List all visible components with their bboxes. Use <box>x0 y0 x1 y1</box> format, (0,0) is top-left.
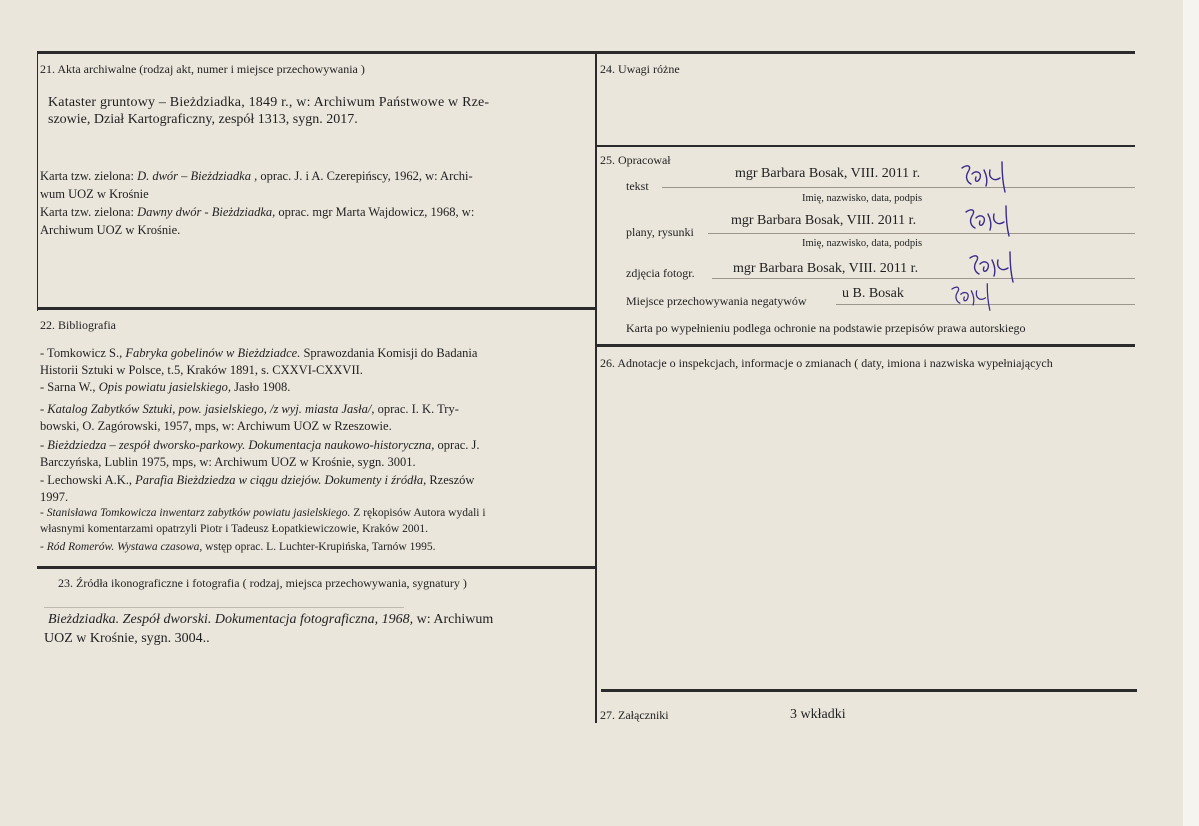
karta-zielona-2-post: , oprac. mgr Marta Wajdowicz, 1968, w: <box>272 205 475 219</box>
karta-zielona-2 <box>40 204 474 221</box>
bib-entry-3 <box>40 401 459 418</box>
section-26-label: 26. Adnotacje o inspekcjach, informacje o zmianach ( daty, imiona i nazwiska wypełniających <box>600 356 1053 370</box>
plany-label: plany, rysunki <box>626 225 694 239</box>
tekst-line <box>662 187 1135 188</box>
bib-4-post: oprac. J. <box>434 438 480 452</box>
bib-2-pre: - Sarna W., <box>40 380 99 394</box>
ikonografia-title: Bieżdziadka. Zespół dworski. Dokumentacja fotograficzna, 1968, <box>48 612 414 627</box>
bib-1-title: Fabryka gobelinów w Bieżdziadce. <box>125 346 301 360</box>
zdjecia-label: zdjęcia fotogr. <box>626 266 695 280</box>
rule-24-25 <box>597 145 1135 147</box>
kataster-line-2: szowie, Dział Kartograficzny, zespół 1313, sygn. 2017. <box>48 112 358 127</box>
negatywy-label: Miejsce przechowywania negatywów <box>626 294 807 308</box>
bib-entry-5 <box>40 472 474 489</box>
bib-entry-1 <box>40 345 477 362</box>
plany-value: mgr Barbara Bosak, VIII. 2011 r. <box>731 213 917 228</box>
bib-2-post: Jasło 1908. <box>230 380 291 394</box>
karta-zielona-1-title: D. dwór – Bieżdziadka <box>137 169 251 183</box>
caption-1: Imię, nazwisko, data, podpis <box>802 193 923 204</box>
bib-6-pre: - <box>40 507 47 519</box>
karta-zielona-2-line2: Archiwum UOZ w Krośnie. <box>40 223 181 237</box>
karta-zielona-2-title: Dawny dwór - Bieżdziadka <box>137 205 273 219</box>
section-27-label: 27. Załączniki <box>600 708 669 722</box>
attachments-value: 3 wkładki <box>790 707 846 722</box>
bib-entry-1-line2: Historii Sztuki w Polsce, t.5, Kraków 1891, s. CXXVI-CXXVII. <box>40 363 363 377</box>
bib-3-post: oprac. I. K. Try- <box>374 402 459 416</box>
karta-zielona-2-pre: Karta tzw. zielona: <box>40 205 138 219</box>
bib-4-title: Bieżdziedza – zespół dworsko-parkowy. Dokumentacja naukowo-historyczna, <box>47 438 435 452</box>
signature-4 <box>948 282 1000 312</box>
plany-line <box>708 233 1135 234</box>
bib-6-title: Stanisława Tomkowicza inwentarz zabytków powiatu jasielskiego. <box>46 507 351 519</box>
card-edge <box>1183 0 1199 826</box>
section-25-label: 25. Opracował <box>600 153 671 167</box>
bib-4-pre: - <box>40 438 48 452</box>
ikonografia-post: w: Archiwum <box>413 612 494 627</box>
center-vertical-rule <box>595 53 597 723</box>
rule-21-22 <box>37 307 597 310</box>
bib-entry-2 <box>40 379 290 396</box>
bib-entry-6 <box>40 505 486 521</box>
caption-2: Imię, nazwisko, data, podpis <box>802 238 923 249</box>
left-outer-rule <box>37 53 38 311</box>
signature-2 <box>962 204 1020 238</box>
negatywy-value: u B. Bosak <box>842 286 904 301</box>
ikonografia-entry <box>48 611 493 628</box>
karta-zielona-1-pre: Karta tzw. zielona: <box>40 169 138 183</box>
bib-entry-4 <box>40 437 480 454</box>
tekst-value: mgr Barbara Bosak, VIII. 2011 r. <box>735 166 921 181</box>
bib-7-title: Ród Romerów. Wystawa czasowa, <box>46 541 203 553</box>
kataster-line-1: Kataster gruntowy – Bieżdziadka, 1849 r., w: Archiwum Państwowe w Rze- <box>48 95 490 110</box>
karta-zielona-1 <box>40 168 473 185</box>
section-24-label: 24. Uwagi różne <box>600 62 680 76</box>
rule-22-23 <box>37 566 597 569</box>
faint-dash-marks <box>44 607 404 608</box>
bib-5-pre: - Lechowski A.K., <box>40 473 136 487</box>
ikonografia-line2: UOZ w Krośnie, sygn. 3004.. <box>44 631 210 646</box>
bib-3-title: Katalog Zabytków Sztuki, pow. jasielskiego, /z wyj. miasta Jasła/, <box>47 402 375 416</box>
copyright-note: Karta po wypełnieniu podlega ochronie na podstawie przepisów prawa autorskiego <box>626 321 1026 335</box>
zdjecia-value: mgr Barbara Bosak, VIII. 2011 r. <box>733 261 919 276</box>
bib-7-pre: - <box>40 541 47 553</box>
top-rule <box>37 51 1135 54</box>
karta-zielona-1-line2: wum UOZ w Krośnie <box>40 187 149 201</box>
bib-1-pre: - Tomkowicz S., <box>40 346 126 360</box>
bib-6-post: Z rękopisów Autora wydali i <box>350 507 486 519</box>
section-22-label: 22. Bibliografia <box>40 318 116 332</box>
bib-entry-7 <box>40 539 435 555</box>
bib-5-title: Parafia Bieżdziedza w ciągu dziejów. Dokumenty i źródła, <box>135 473 427 487</box>
bib-entry-4-line2: Barczyńska, Lublin 1975, mps, w: Archiwum UOZ w Krośnie, sygn. 3001. <box>40 455 416 469</box>
signature-3 <box>966 250 1024 284</box>
bib-1-post: Sprawozdania Komisji do Badania <box>300 346 478 360</box>
bib-entry-3-line2: bowski, O. Zagórowski, 1957, mps, w: Archiwum UOZ w Rzeszowie. <box>40 419 392 433</box>
rule-26-27 <box>601 689 1137 692</box>
bib-3-pre: - <box>40 402 48 416</box>
zdjecia-line <box>712 278 1135 279</box>
section-21-label: 21. Akta archiwalne (rodzaj akt, numer i miejsce przechowywania ) <box>40 62 365 76</box>
karta-zielona-1-post: , oprac. J. i A. Czerepińscy, 1962, w: Archi- <box>250 169 473 183</box>
section-23-label: 23. Źródła ikonograficzne i fotografia ( rodzaj, miejsca przechowywania, sygnatury ) <box>58 576 467 590</box>
rule-25-26 <box>597 344 1135 347</box>
signature-1 <box>958 160 1016 194</box>
bib-entry-6-line2: własnymi komentarzami opatrzyli Piotr i Tadeusz Łopatkiewiczowie, Kraków 2001. <box>40 523 428 535</box>
bib-7-post: wstęp oprac. L. Luchter-Krupińska, Tarnów 1995. <box>202 541 436 553</box>
bib-2-title: Opis powiatu jasielskiego, <box>98 380 231 394</box>
tekst-label: tekst <box>626 179 649 193</box>
bib-5-post: Rzeszów <box>426 473 475 487</box>
bib-entry-5-line2: 1997. <box>40 490 69 504</box>
